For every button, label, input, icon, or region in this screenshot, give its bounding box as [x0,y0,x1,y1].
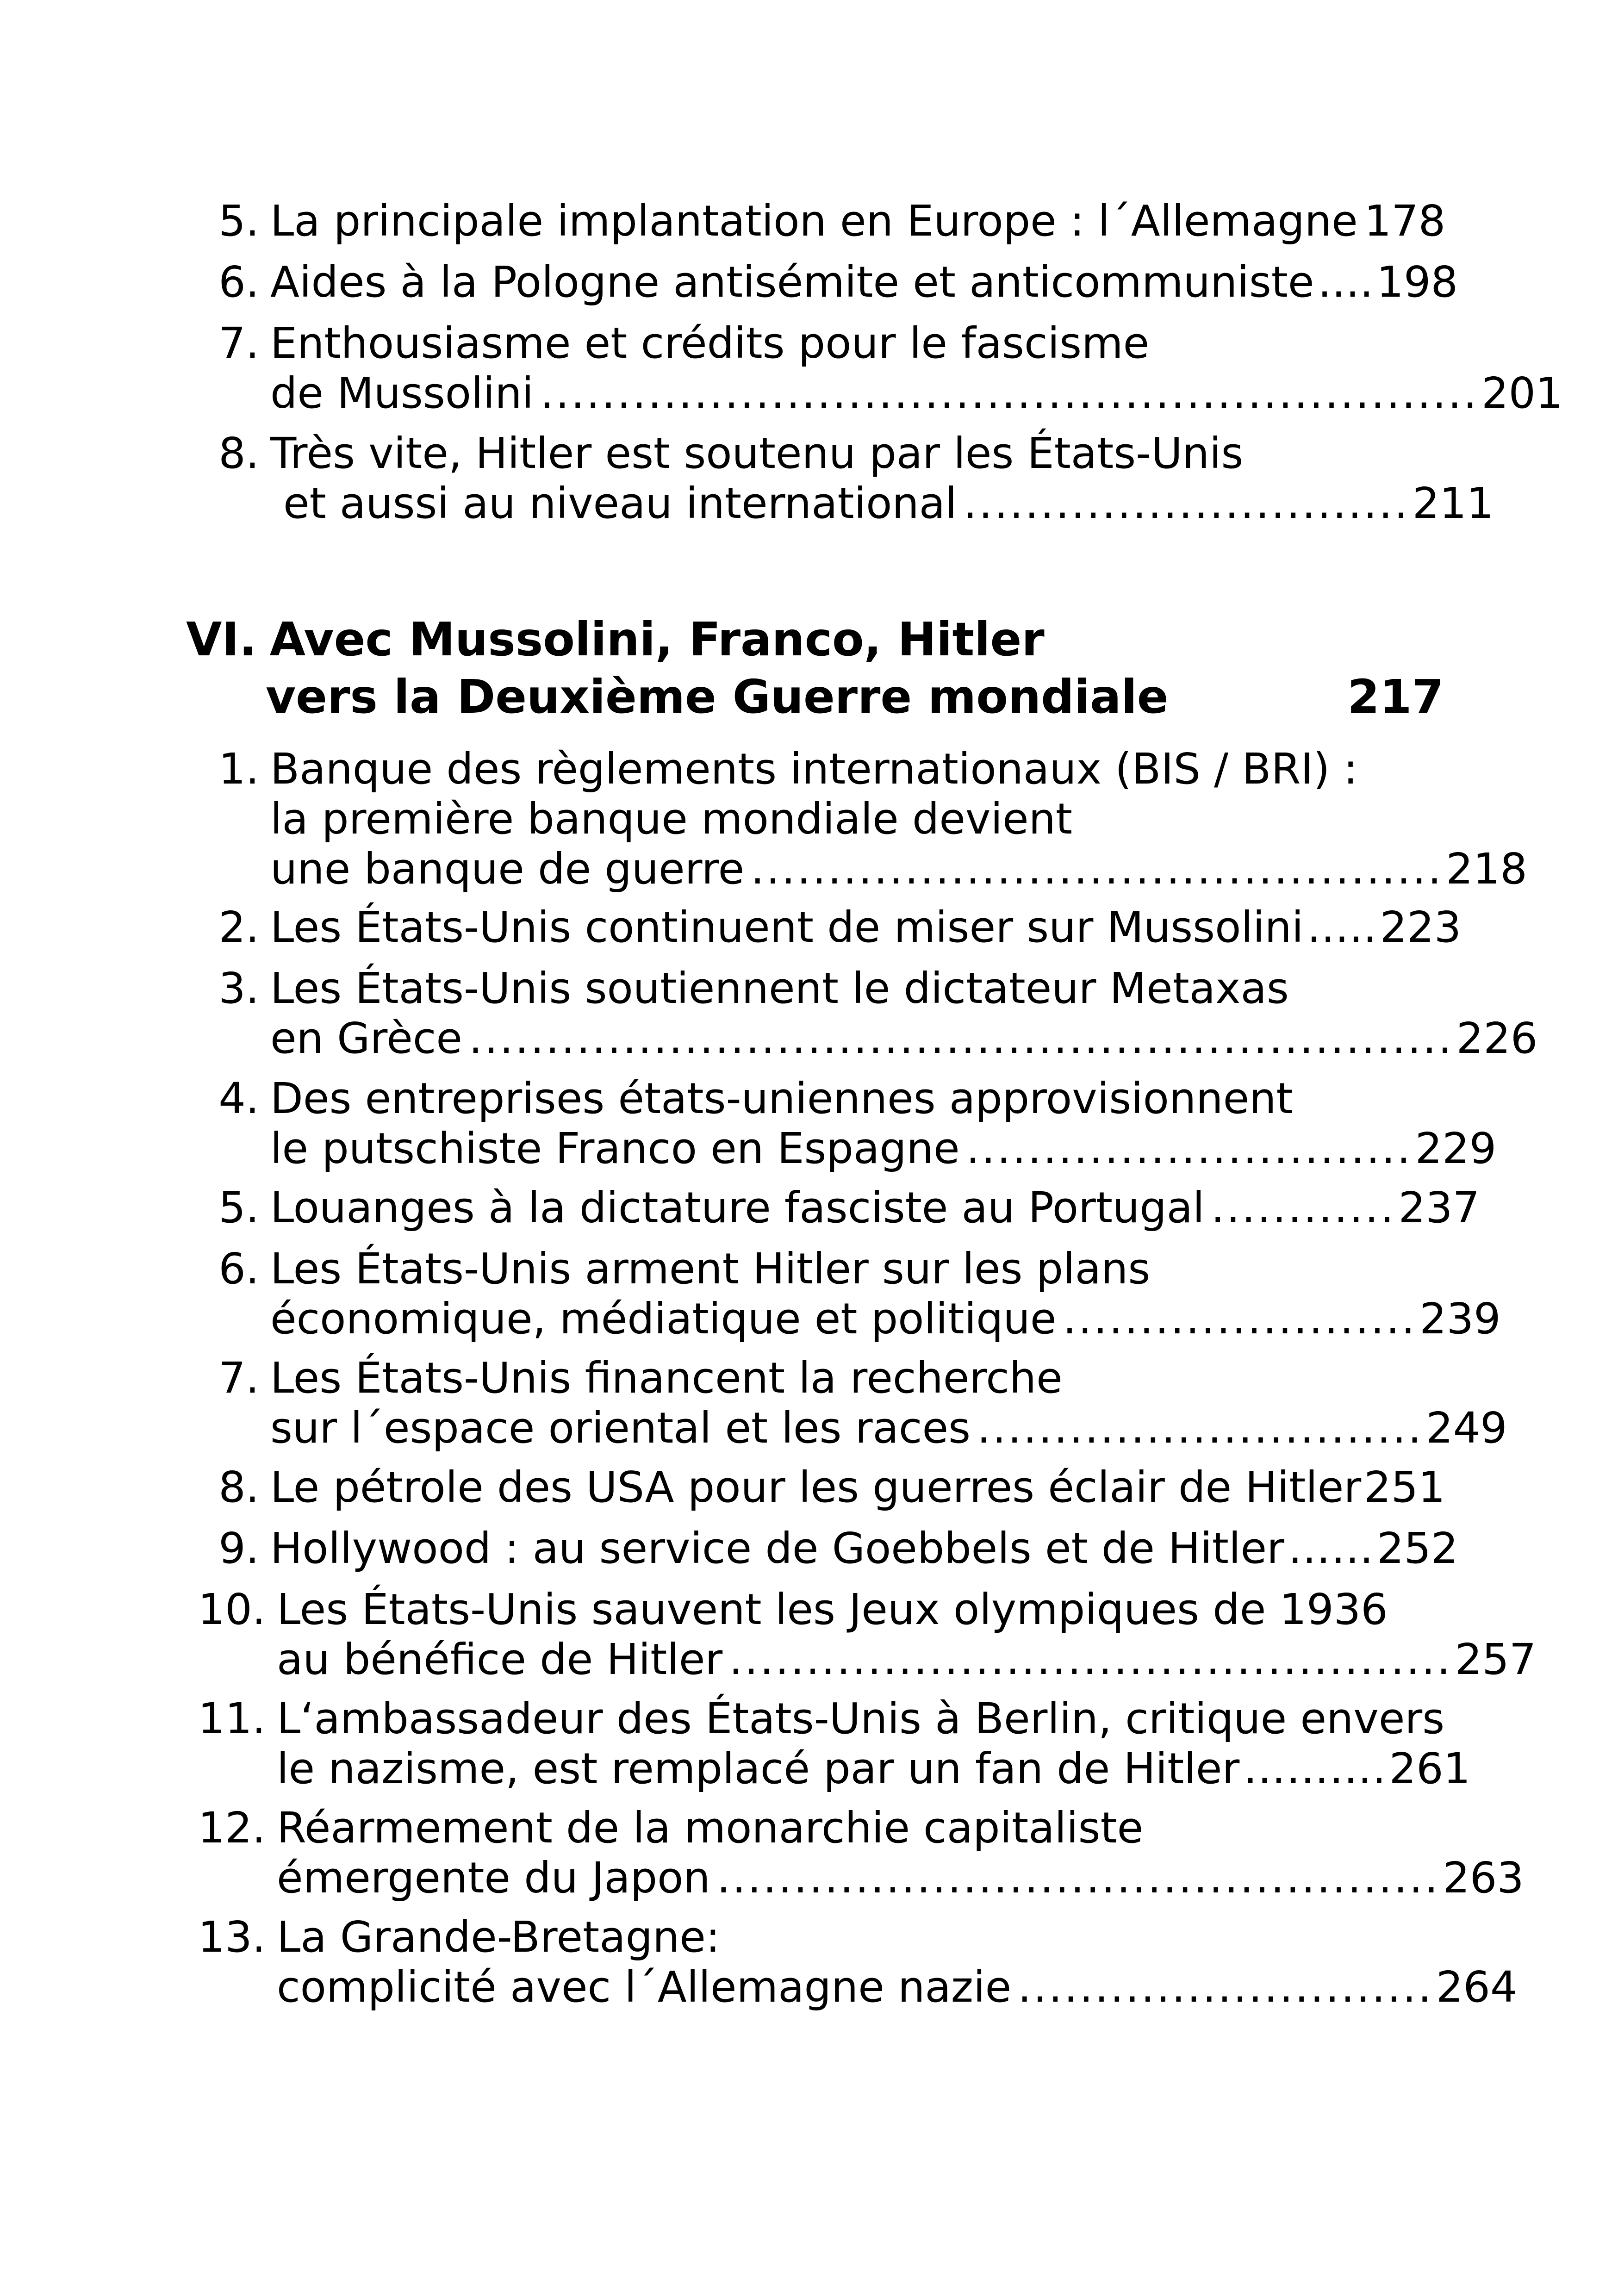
entry-title-continued: le nazisme, est remplacé par un fan de Hitler [277,1744,1240,1793]
page-number: 237 [1398,1183,1480,1232]
entry-number: 9. [218,1524,259,1573]
entry-title: Louanges à la dictature fasciste au Portugal [270,1183,1205,1232]
section-number: VI. [186,612,257,666]
toc-entry[interactable] [186,1353,1507,1453]
dot-leader: ..... [1307,902,1377,952]
entry-title: Les États-Unis sauvent les Jeux olympiques de 1936 [277,1585,1388,1634]
section-heading[interactable] [186,611,1444,726]
page-number: 257 [1455,1635,1537,1684]
dot-leader: ....................... [1063,1294,1417,1344]
page-number: 261 [1389,1744,1471,1793]
toc-entry[interactable] [186,1524,1458,1574]
entry-number: 6. [218,257,259,307]
toc-entry[interactable] [186,1912,1518,2012]
entry-number: 6. [218,1244,259,1294]
entry-title-continued: une banque de guerre [270,844,745,894]
toc-entry[interactable] [186,318,1563,418]
entry-title: Réarmement de la monarchie capitaliste [277,1803,1144,1853]
toc-entry[interactable] [186,1462,1444,1512]
toc-entry[interactable] [186,902,1462,952]
entry-title: La principale implantation en Europe : l´Allemagne [270,196,1358,246]
dot-leader: ........................... [1018,1962,1433,2012]
page-number: 198 [1376,257,1458,307]
entry-number: 4. [218,1074,259,1123]
entry-title-continued: économique, médiatique et politique [270,1294,1057,1344]
dot-leader: ............................................................. [540,368,1479,418]
dot-leader: ............................. [977,1403,1424,1453]
page-number: 239 [1419,1294,1501,1344]
dot-leader: ............................. [966,1124,1413,1173]
entry-title: Aides à la Pologne antisémite et anticommuniste [270,257,1314,307]
entry-title: Enthousiasme et crédits pour le fascisme [270,318,1150,368]
entry-number: 13. [198,1912,266,1962]
entry-title: L‘ambassadeur des États-Unis à Berlin, critique envers [277,1694,1445,1743]
page-number: 178 [1364,196,1446,246]
entry-number: 10. [198,1585,266,1634]
entry-title: Hollywood : au service de Goebbels et de Hitler [270,1524,1284,1573]
section-title-line2: vers la Deuxième Guerre mondiale [266,670,1169,724]
dot-leader: .... [1318,257,1374,307]
page-number: 251 [1364,1462,1445,1512]
entry-number: 8. [218,1462,259,1512]
entry-number: 1. [218,744,259,794]
toc-entry[interactable] [186,1694,1471,1794]
page-number: 263 [1443,1853,1524,1903]
entry-title: Des entreprises états-uniennes approvisionnent [270,1074,1293,1123]
section-title-line1: Avec Mussolini, Franco, Hitler [269,612,1045,666]
entry-title-continued: au bénéfice de Hitler [277,1635,723,1684]
entry-title: Les États-Unis continuent de miser sur Mussolini [270,902,1304,952]
entry-number: 7. [218,1353,259,1403]
toc-entry[interactable] [186,429,1494,529]
entry-title: Les États-Unis soutiennent le dictateur Metaxas [270,964,1289,1013]
entry-number: 5. [218,1183,259,1232]
page-number: 252 [1376,1524,1458,1573]
entry-title: Les États-Unis financent la recherche [270,1353,1063,1403]
dot-leader: ............................................... [716,1853,1440,1903]
entry-title-continued: sur l´espace oriental et les races [270,1403,971,1453]
dot-leader: …… [1288,1524,1374,1573]
page-number: 201 [1481,368,1563,418]
page-number: 211 [1412,479,1494,528]
dot-leader: ............................................. [751,844,1444,894]
entry-title: Banque des règlements internationaux (BIS / BRI) : [270,744,1358,794]
entry-title-continued: en Grèce [270,1014,463,1063]
page-number: 229 [1415,1124,1497,1173]
entry-title-continued: et aussi au niveau international [283,479,957,528]
page-number: 264 [1436,1962,1518,2012]
section-page-number: 217 [1347,670,1444,724]
dot-leader: ................................................................ [469,1014,1454,1063]
entry-number: 3. [218,964,259,1013]
dot-leader: ............................. [963,479,1410,528]
entry-title: Les États-Unis arment Hitler sur les plans [270,1244,1151,1294]
entry-title-continued: complicité avec l´Allemagne nazie [277,1962,1012,2012]
toc-entry[interactable] [186,1244,1501,1344]
toc-entry[interactable] [186,196,1444,246]
entry-title-continued: le putschiste Franco en Espagne [270,1124,960,1173]
entry-number: 8. [218,429,259,478]
toc-entry[interactable] [186,1183,1480,1233]
toc-entry[interactable] [186,257,1458,307]
dot-leader: ............................................... [729,1635,1452,1684]
entry-number: 5. [218,196,259,246]
entry-number: 7. [218,318,259,368]
page-number: 226 [1456,1014,1538,1063]
entry-title: La Grande-Bretagne: [277,1912,720,1962]
toc-entry[interactable] [186,744,1527,894]
page-number: 249 [1426,1403,1507,1453]
entry-number: 11. [198,1694,266,1743]
toc-entry[interactable] [186,1803,1524,1903]
entry-number: 12. [198,1803,266,1853]
page-number: 223 [1380,902,1462,952]
dot-leader: ............ [1211,1183,1396,1232]
entry-title-continued: de Mussolini [270,368,534,418]
page-number: 218 [1446,844,1527,894]
entry-title: Très vite, Hitler est soutenu par les États-Unis [270,429,1244,478]
entry-number: 2. [218,902,259,952]
entry-title-continued: la première banque mondiale devient [270,794,1072,844]
toc-entry[interactable] [186,1585,1537,1685]
entry-title-continued: émergente du Japon [277,1853,710,1903]
dot-leader: ………. [1243,1744,1387,1793]
entry-title: Le pétrole des USA pour les guerres éclair de Hitler [270,1462,1362,1512]
toc-entry[interactable] [186,964,1538,1064]
toc-entry[interactable] [186,1074,1497,1174]
